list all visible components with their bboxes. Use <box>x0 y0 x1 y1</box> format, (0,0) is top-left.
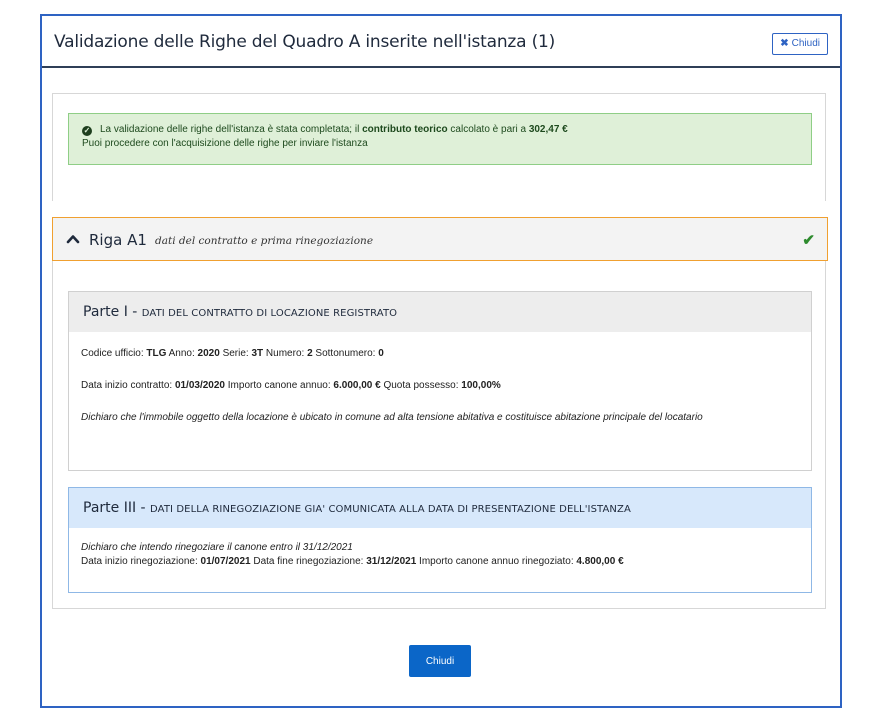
anno-value: 2020 <box>197 348 220 359</box>
riga-header[interactable] <box>52 217 828 261</box>
data-label: Data inizio contratto: <box>81 380 175 391</box>
inizio-value: 01/07/2021 <box>200 556 251 567</box>
alert-line-2: Puoi procedere con l'acquisizione delle righe per inviare l'istanza <box>82 138 368 149</box>
alert-contributo-label: contributo teorico <box>362 124 448 135</box>
sottonumero-value: 0 <box>378 348 384 359</box>
close-top-label: Chiudi <box>791 38 820 49</box>
riga-subtitle: dati del contratto e prima rinegoziazione <box>155 235 374 247</box>
canone-value: 6.000,00 € <box>333 380 381 391</box>
quota-label: Quota possesso: <box>380 380 462 391</box>
importo-label: Importo canone annuo rinegoziato: <box>416 556 577 567</box>
parte-3-panel <box>68 487 812 593</box>
codice-value: TLG <box>146 348 167 359</box>
chevron-up-icon <box>66 232 80 246</box>
data-contratto-line <box>81 361 799 393</box>
serie-label: Serie: <box>219 348 252 359</box>
modal-title: Validazione delle Righe del Quadro A inserite nell'istanza (1) <box>54 32 556 52</box>
riga-title: Riga A1 <box>89 231 147 249</box>
fine-label: Data fine rinegoziazione: <box>250 556 367 567</box>
alert-contributo-value: 302,47 € <box>528 124 568 135</box>
alert-text-mid: calcolato è pari a <box>447 124 529 135</box>
anno-label: Anno: <box>166 348 198 359</box>
check-circle-icon: ✓ <box>83 126 91 135</box>
numero-value: 2 <box>307 348 313 359</box>
parte-1-panel <box>68 291 812 471</box>
parte-1-title: Parte I - <box>83 304 142 320</box>
modal-header <box>42 16 840 68</box>
success-alert <box>68 113 812 165</box>
close-top-button[interactable] <box>772 33 828 55</box>
checkmark-icon: ✔ <box>802 232 815 249</box>
close-bottom-button[interactable]: Chiudi <box>409 645 471 677</box>
inizio-label: Data inizio rinegoziazione: <box>81 556 201 567</box>
parte-1-subtitle: DATI DEL CONTRATTO DI LOCAZIONE REGISTRATO <box>141 308 398 319</box>
serie-value: 3T <box>251 348 264 359</box>
alert-text-pre: La validazione delle righe dell'istanza è stata completata; il <box>100 124 363 135</box>
quota-value: 100,00% <box>461 380 501 391</box>
codice-label: Codice ufficio: <box>81 348 147 359</box>
close-icon: ✖ <box>780 38 789 49</box>
numero-label: Numero: <box>263 348 308 359</box>
fine-value: 31/12/2021 <box>366 556 417 567</box>
parte-3-subtitle: DATI DELLA RINEGOZIAZIONE GIA' COMUNICATA ALLA DATA DI PRESENTAZIONE DELL'ISTANZA <box>150 504 631 515</box>
parte-3-title: Parte III - <box>83 500 151 516</box>
dichiaro-immobile: Dichiaro che l'immobile oggetto della locazione è ubicato in comune ad alta tensione abitativa e costituisce abitazione principale del locatario <box>81 412 703 423</box>
validation-result-box <box>52 93 826 201</box>
parte-3-header <box>69 488 811 528</box>
parte-1-header <box>69 292 811 332</box>
rinegoziazione-line <box>81 555 799 569</box>
codice-line <box>81 332 799 361</box>
canone-label: Importo canone annuo: <box>225 380 334 391</box>
riga-section <box>52 217 826 609</box>
dichiaro-rinegoziazione: Dichiaro che intendo rinegoziare il canone entro il 31/12/2021 <box>81 542 353 553</box>
sottonumero-label: Sottonumero: <box>312 348 379 359</box>
importo-value: 4.800,00 € <box>576 556 624 567</box>
data-value: 01/03/2020 <box>174 380 225 391</box>
